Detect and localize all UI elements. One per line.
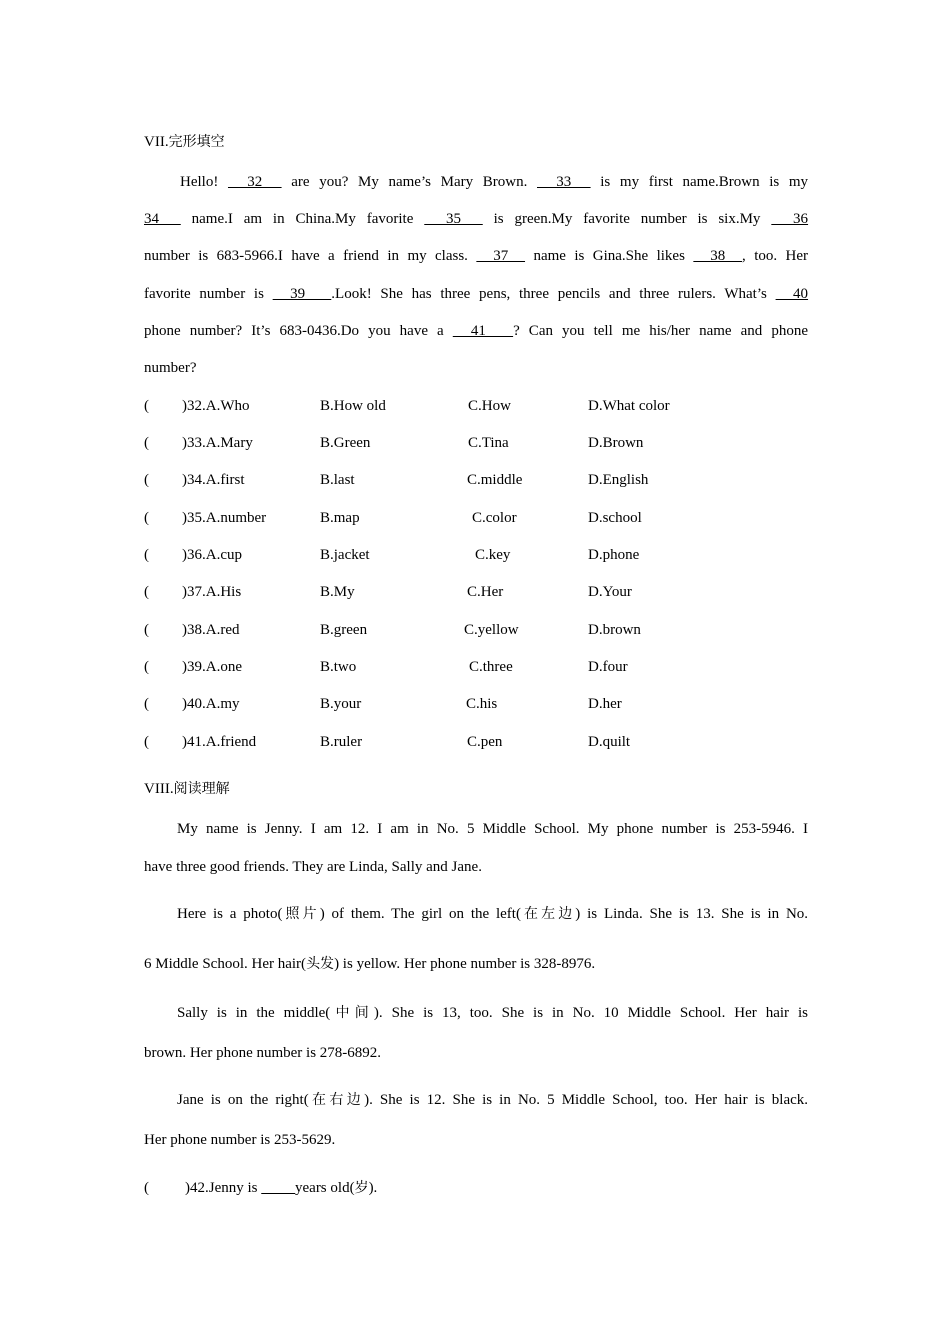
- option-a[interactable]: )33.A.Mary: [182, 435, 253, 451]
- option-c[interactable]: C.key: [475, 547, 511, 563]
- question-39: [144, 659, 744, 679]
- answer-paren[interactable]: (: [144, 622, 149, 638]
- option-c[interactable]: C.three: [469, 659, 513, 675]
- section-number: VII.: [144, 134, 169, 150]
- question-34: [144, 472, 744, 492]
- option-c[interactable]: C.yellow: [464, 622, 519, 638]
- option-a[interactable]: )36.A.cup: [182, 547, 242, 563]
- cloze-line-2: 34 name.I am in China.My favorite 35 is green.My favorite number is six.My 36: [144, 211, 809, 227]
- option-b[interactable]: B.My: [320, 584, 355, 600]
- option-c[interactable]: C.middle: [467, 472, 523, 488]
- question-40: [144, 696, 744, 716]
- reading-p3-line-2: brown. Her phone number is 278-6892.: [144, 1045, 382, 1061]
- section-title-cn: 完形填空: [168, 134, 225, 150]
- blank-34[interactable]: 34: [144, 211, 181, 227]
- cloze-line-3: number is 683-5966.I have a friend in my class. 37 name is Gina.She likes 38 , too. Her: [144, 248, 809, 264]
- answer-paren[interactable]: (: [144, 1180, 149, 1196]
- option-d[interactable]: D.Your: [588, 584, 632, 600]
- section-number: VIII.: [144, 781, 174, 797]
- reading-p3-line-1: Sally is in the middle(中间). She is 13, too. She is in No. 10 Middle School. Her hair is: [177, 1005, 808, 1021]
- option-d[interactable]: D.quilt: [588, 734, 631, 750]
- option-b[interactable]: B.Green: [320, 435, 371, 451]
- option-d[interactable]: D.her: [588, 696, 622, 712]
- section-heading-reading: [144, 778, 230, 798]
- option-b[interactable]: B.map: [320, 510, 360, 526]
- option-d[interactable]: D.English: [588, 472, 649, 488]
- question-35: [144, 510, 744, 530]
- option-b[interactable]: B.How old: [320, 398, 386, 414]
- blank-40[interactable]: 40: [775, 286, 809, 302]
- option-c[interactable]: C.color: [472, 510, 517, 526]
- question-37: [144, 584, 744, 604]
- reading-p1-line-1: My name is Jenny. I am 12. I am in No. 5 Middle School. My phone number is 253-5946. I: [177, 821, 808, 837]
- option-a[interactable]: )41.A.friend: [182, 734, 257, 750]
- option-c[interactable]: C.pen: [467, 734, 503, 750]
- option-d[interactable]: D.four: [588, 659, 628, 675]
- answer-paren[interactable]: (: [144, 398, 149, 414]
- blank-33[interactable]: 33: [537, 174, 591, 190]
- answer-paren[interactable]: (: [144, 510, 149, 526]
- reading-p2-line-2: 6 Middle School. Her hair(头发) is yellow. Her phone number is 328-8976.: [144, 956, 596, 972]
- answer-paren[interactable]: (: [144, 696, 149, 712]
- option-c[interactable]: C.How: [468, 398, 511, 414]
- option-b[interactable]: B.ruler: [320, 734, 363, 750]
- answer-paren[interactable]: (: [144, 472, 149, 488]
- question-32: [144, 398, 744, 418]
- option-a[interactable]: )40.A.my: [182, 696, 240, 712]
- reading-p1-line-2: have three good friends. They are Linda, Sally and Jane.: [144, 859, 482, 875]
- blank-38[interactable]: 38: [693, 248, 743, 264]
- option-a[interactable]: )34.A.first: [182, 472, 245, 488]
- cloze-line-5: phone number? It’s 683-0436.Do you have a 41 ? Can you tell me his/her name and phone: [144, 323, 809, 339]
- cloze-line-4: favorite number is 39 .Look! She has three pens, three pencils and three rulers. What’s 40: [144, 286, 809, 302]
- option-c[interactable]: C.his: [466, 696, 498, 712]
- section-title-cn: 阅读理解: [173, 781, 230, 797]
- answer-paren[interactable]: (: [144, 547, 149, 563]
- answer-paren[interactable]: (: [144, 659, 149, 675]
- answer-paren[interactable]: (: [144, 734, 149, 750]
- option-a[interactable]: )32.A.Who: [182, 398, 250, 414]
- option-d[interactable]: D.brown: [588, 622, 641, 638]
- option-a[interactable]: )37.A.His: [182, 584, 242, 600]
- blank-35[interactable]: 35: [424, 211, 483, 227]
- option-d[interactable]: D.Brown: [588, 435, 644, 451]
- reading-p4-line-2: Her phone number is 253-5629.: [144, 1132, 336, 1148]
- option-b[interactable]: B.jacket: [320, 547, 370, 563]
- question-41: [144, 734, 744, 754]
- question-33: [144, 435, 744, 455]
- question-36: [144, 547, 744, 567]
- option-c[interactable]: C.Tina: [468, 435, 509, 451]
- reading-p4-line-1: Jane is on the right(在右边). She is 12. She is in No. 5 Middle School, too. Her hair is black.: [177, 1092, 809, 1108]
- cloze-line-1: Hello! 32 are you? My name’s Mary Brown. 33 is my first name.Brown is my: [180, 174, 809, 190]
- blank-36[interactable]: 36: [771, 211, 809, 227]
- option-b[interactable]: B.last: [320, 472, 355, 488]
- option-a[interactable]: )35.A.number: [182, 510, 267, 526]
- blank-41[interactable]: 41: [452, 323, 514, 339]
- reading-p2-line-1: Here is a photo(照片) of them. The girl on the left(在左边) is Linda. She is 13. She is in No.: [177, 906, 809, 922]
- option-d[interactable]: D.phone: [588, 547, 640, 563]
- option-d[interactable]: D.What color: [588, 398, 670, 414]
- answer-paren[interactable]: (: [144, 435, 149, 451]
- option-b[interactable]: B.two: [320, 659, 357, 675]
- question-38: [144, 622, 744, 642]
- option-a[interactable]: )38.A.red: [182, 622, 240, 638]
- option-a[interactable]: )39.A.one: [182, 659, 242, 675]
- option-c[interactable]: C.Her: [467, 584, 504, 600]
- cloze-line-6: number?: [144, 360, 197, 376]
- option-d[interactable]: D.school: [588, 510, 642, 526]
- question-42: ( )42.Jenny is years old(岁).: [144, 1180, 378, 1196]
- blank-39[interactable]: 39: [272, 286, 332, 302]
- blank-42[interactable]: [261, 1180, 295, 1196]
- answer-paren[interactable]: (: [144, 584, 149, 600]
- section-heading-cloze: [144, 131, 225, 151]
- blank-37[interactable]: 37: [476, 248, 526, 264]
- blank-32[interactable]: 32: [227, 174, 282, 190]
- option-b[interactable]: B.green: [320, 622, 368, 638]
- option-b[interactable]: B.your: [320, 696, 362, 712]
